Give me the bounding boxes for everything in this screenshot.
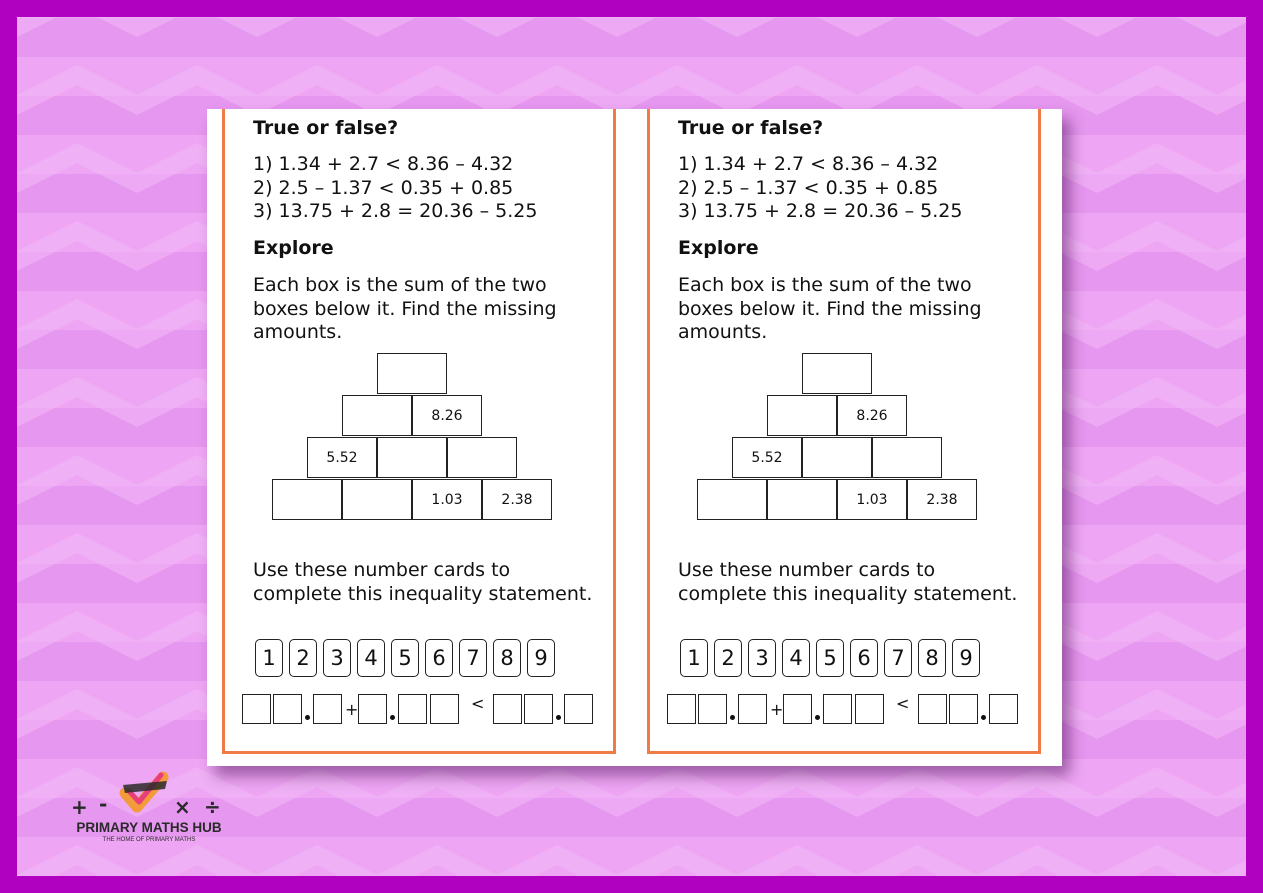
answer-box[interactable]	[738, 694, 767, 724]
pyramid-cell[interactable]	[342, 479, 412, 520]
task-card-left	[222, 109, 616, 754]
minus-symbol: -	[99, 792, 108, 816]
plus-sign: +	[345, 700, 359, 719]
plus-sign: +	[770, 700, 784, 719]
questions-list	[678, 153, 1028, 224]
questions-list	[253, 153, 603, 224]
question-item: 1) 1.34 + 2.7 < 8.36 – 4.32	[253, 153, 514, 175]
pyramid-cell[interactable]: 8.26	[837, 395, 907, 436]
divide-symbol: ÷	[204, 795, 221, 819]
number-cards-text: Use these number cards to complete this inequality statement.	[253, 559, 593, 605]
answer-box[interactable]	[667, 694, 696, 724]
number-cards-text: Use these number cards to complete this inequality statement.	[678, 559, 1018, 605]
pyramid-cell[interactable]	[342, 395, 412, 436]
number-card[interactable]: 4	[357, 639, 385, 677]
number-card[interactable]: 2	[289, 639, 317, 677]
plus-symbol: +	[71, 795, 88, 819]
pyramid-cell[interactable]	[272, 479, 342, 520]
answer-box[interactable]	[358, 694, 387, 724]
pyramid-cell[interactable]	[377, 437, 447, 478]
pyramid-cell[interactable]	[447, 437, 517, 478]
answer-box[interactable]	[855, 694, 884, 724]
question-item: 2) 2.5 – 1.37 < 0.35 + 0.85	[253, 176, 514, 199]
number-card[interactable]: 1	[680, 639, 708, 677]
worksheet-sheet	[207, 109, 1062, 766]
answer-box[interactable]	[918, 694, 947, 724]
pyramid-cell[interactable]: 8.26	[412, 395, 482, 436]
times-symbol: ×	[174, 795, 191, 819]
answer-box[interactable]	[949, 694, 978, 724]
decimal-point	[390, 715, 395, 720]
question-item: 2) 2.5 – 1.37 < 0.35 + 0.85	[678, 176, 939, 199]
logo-title: PRIMARY MATHS HUB	[76, 820, 222, 835]
background	[17, 17, 1246, 876]
number-card[interactable]: 7	[884, 639, 912, 677]
number-card[interactable]: 2	[714, 639, 742, 677]
question-item: 1) 1.34 + 2.7 < 8.36 – 4.32	[678, 153, 939, 175]
true-false-heading: True or false?	[678, 117, 824, 139]
number-card[interactable]: 3	[748, 639, 776, 677]
number-card[interactable]: 8	[493, 639, 521, 677]
answer-box[interactable]	[242, 694, 271, 724]
answer-box[interactable]	[430, 694, 459, 724]
answer-box[interactable]	[398, 694, 427, 724]
pyramid-cell[interactable]: 2.38	[482, 479, 552, 520]
explore-heading: Explore	[253, 237, 334, 259]
question-item: 3) 13.75 + 2.8 = 20.36 – 5.25	[253, 200, 538, 222]
number-card[interactable]: 5	[391, 639, 419, 677]
question-item: 3) 13.75 + 2.8 = 20.36 – 5.25	[678, 200, 963, 222]
number-card[interactable]: 9	[952, 639, 980, 677]
answer-box[interactable]	[524, 694, 553, 724]
number-card[interactable]: 3	[323, 639, 351, 677]
decimal-point	[730, 715, 735, 720]
answer-box[interactable]	[273, 694, 302, 724]
pyramid-cell[interactable]: 5.52	[307, 437, 377, 478]
less-than-sign: <	[896, 694, 910, 713]
task-card-right	[647, 109, 1041, 754]
logo-icon	[61, 769, 241, 819]
pyramid-cell[interactable]: 1.03	[837, 479, 907, 520]
explore-text: Each box is the sum of the two boxes below it. Find the missing amounts.	[253, 274, 557, 343]
logo-subtitle: THE HOME OF PRIMARY MATHS	[102, 837, 196, 843]
number-card[interactable]: 7	[459, 639, 487, 677]
number-card[interactable]: 4	[782, 639, 810, 677]
pyramid-cell[interactable]: 1.03	[412, 479, 482, 520]
answer-box[interactable]	[783, 694, 812, 724]
decimal-point	[305, 715, 310, 720]
decimal-point	[981, 715, 986, 720]
explore-heading: Explore	[678, 237, 759, 259]
decimal-point	[556, 715, 561, 720]
number-card[interactable]: 5	[816, 639, 844, 677]
decimal-point	[815, 715, 820, 720]
explore-text: Each box is the sum of the two boxes below it. Find the missing amounts.	[678, 274, 982, 343]
pyramid-cell[interactable]	[377, 353, 447, 394]
pyramid-cell[interactable]	[802, 353, 872, 394]
answer-box[interactable]	[989, 694, 1018, 724]
pyramid-cell[interactable]	[697, 479, 767, 520]
pyramid-cell[interactable]	[802, 437, 872, 478]
number-card[interactable]: 1	[255, 639, 283, 677]
pyramid-cell[interactable]	[767, 395, 837, 436]
answer-box[interactable]	[493, 694, 522, 724]
answer-box[interactable]	[698, 694, 727, 724]
number-card[interactable]: 8	[918, 639, 946, 677]
pyramid-cell[interactable]	[872, 437, 942, 478]
answer-box[interactable]	[823, 694, 852, 724]
pyramid-cell[interactable]: 2.38	[907, 479, 977, 520]
less-than-sign: <	[471, 694, 485, 713]
answer-box[interactable]	[564, 694, 593, 724]
true-false-heading: True or false?	[253, 117, 399, 139]
number-card[interactable]: 9	[527, 639, 555, 677]
pyramid-cell[interactable]	[767, 479, 837, 520]
pyramid-cell[interactable]: 5.52	[732, 437, 802, 478]
number-card[interactable]: 6	[425, 639, 453, 677]
answer-box[interactable]	[313, 694, 342, 724]
primary-maths-hub-logo	[61, 769, 241, 849]
number-card[interactable]: 6	[850, 639, 878, 677]
